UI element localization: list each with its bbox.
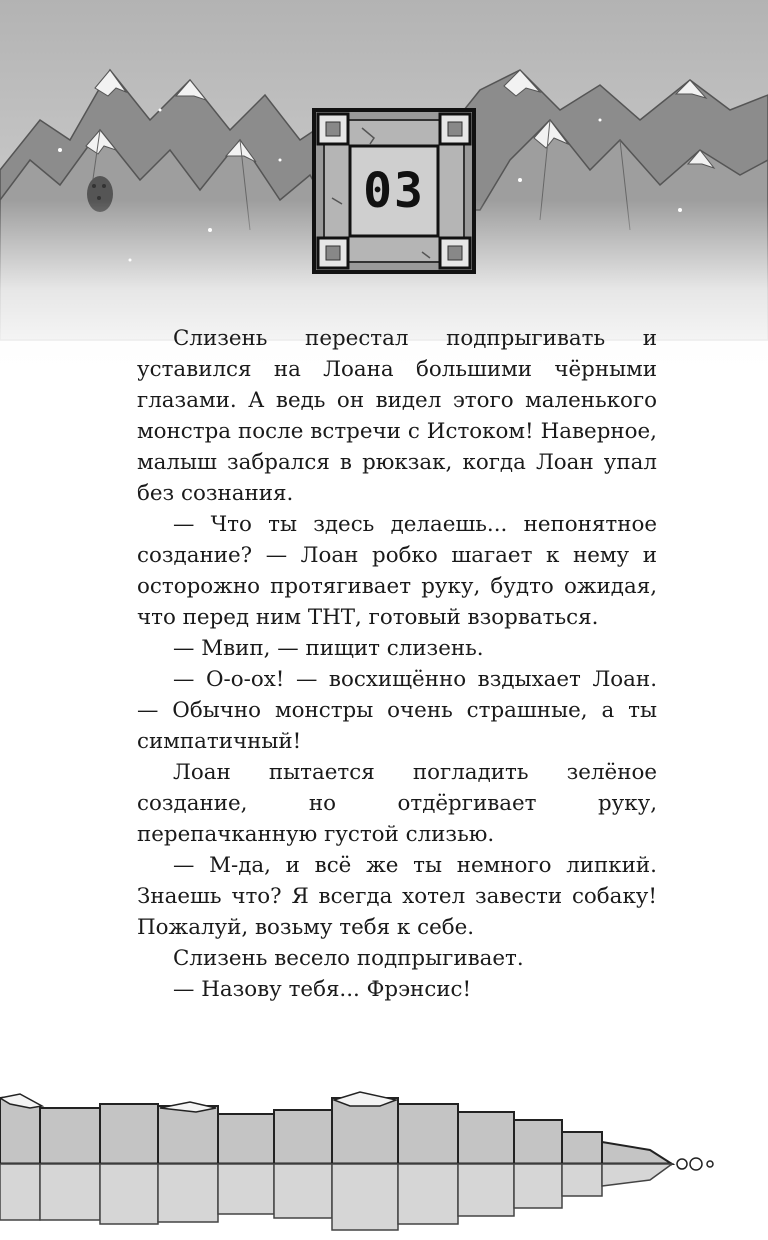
story-text [137,323,657,1005]
paragraph: — М-да, и всё же ты немного липкий. Знаешь что? Я всегда хотел завести собаку! Пожалуй, возьму тебя к себе. [137,853,657,940]
chapter-number: 03 [363,163,425,219]
paragraph: Слизень весело подпрыгивает. [173,946,524,971]
paragraph: — О-о-ох! — восхищённо вздыхает Лоан. — Обычно монстры очень страшные, а ты симпатичный! [137,667,657,754]
paragraph: — Что ты здесь делаешь... непонятное создание? — Лоан робко шагает к нему и осторожно протягивает руку, будто ожидая, что перед ним ТНТ, готовый взорваться. [137,512,657,630]
paragraph: Слизень перестал подпрыгивать и уставился на Лоана большими чёрными глазами. А ведь он видел этого маленького монстра после встречи с Истоком! Наверное, малыш забрался в рюкзак, когда Лоан упал без сознания. [137,326,657,506]
chapter-badge [312,108,476,274]
bubble-ornament-icon [677,1158,713,1170]
paragraph: — Мвип, — пищит слизень. [173,636,484,661]
paragraph: Лоан пытается погладить зелёное создание, но отдёргивает руку, перепачканную густой слизью. [137,760,657,847]
stone-wall-illustration [0,1068,768,1240]
paragraph: — Назову тебя... Фрэнсис! [173,977,472,1002]
